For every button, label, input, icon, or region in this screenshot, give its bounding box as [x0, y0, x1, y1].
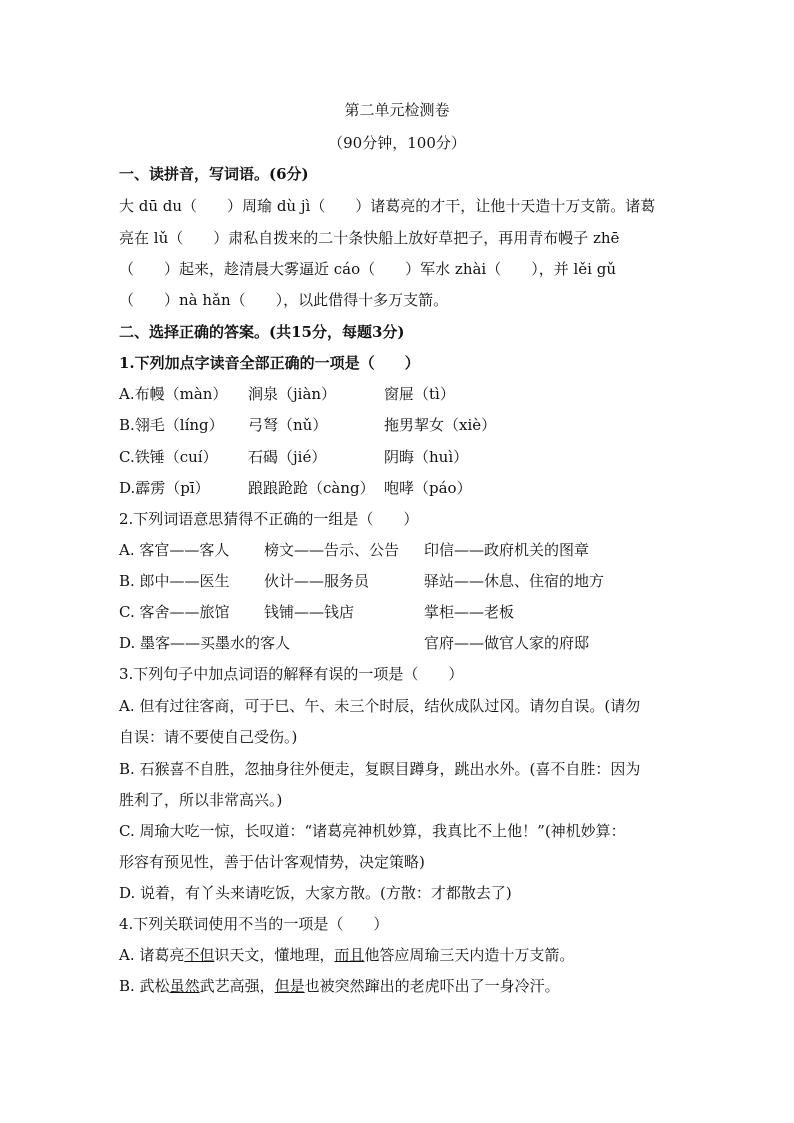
- option-item: C.铁锤（cuí）: [119, 448, 218, 466]
- option-text: A. 诸葛亮: [119, 946, 185, 964]
- option-text: 武艺高强，: [199, 977, 275, 995]
- question-1-stem: 1.下列加点字读音全部正确的一项是（ ）: [119, 354, 420, 372]
- option-text: B. 武松: [119, 977, 170, 995]
- question-4-stem: 4.下列关联词使用不当的一项是（ ）: [119, 915, 389, 933]
- conjunction-underlined: 而且: [334, 946, 365, 964]
- option-item: 官府——做官人家的府邸: [424, 634, 590, 652]
- option-item: 踉踉跄跄（càng）: [248, 479, 375, 497]
- question-3-text-line: D. 说着，有丫头来请吃饭，大家方散。(方散：才都散去了): [119, 884, 512, 902]
- section-1-line: （ ）起来，趁清晨大雾逼近 cáo（ ）军水 zhài（ ），并 lěi gǔ: [119, 260, 616, 278]
- section-1-line: 大 dū du（ ）周瑜 dù jì（ ）诸葛亮的才干，让他十天造十万支箭。诸葛: [119, 197, 656, 215]
- option-text: 也被突然蹿出的老虎吓出了一身冷汗。: [304, 977, 560, 995]
- option-item: 涧泉（jiàn）: [248, 385, 337, 403]
- option-item: 驿站——休息、住宿的地方: [424, 572, 605, 590]
- question-3-text-line: 胜利了，所以非常高兴。): [119, 791, 283, 809]
- question-3-text-line: 自误：请不要使自己受伤。): [119, 728, 298, 746]
- option-item: 印信——政府机关的图章: [424, 541, 590, 559]
- option-item: D.霹雳（pī）: [119, 479, 210, 497]
- option-item: 阴晦（huì）: [384, 448, 469, 466]
- option-item: 弓弩（nǔ）: [248, 416, 328, 434]
- option-text: 他答应周瑜三天内造十万支箭。: [364, 946, 575, 964]
- option-item: A.布幔（màn）: [119, 385, 228, 403]
- option-item: 咆哮（páo）: [384, 479, 472, 497]
- question-3-text-line: B. 石猴喜不自胜，忽抽身往外便走，复瞑目蹲身，跳出水外。(喜不自胜：因为: [119, 760, 641, 778]
- option-item: A. 客官——客人: [119, 541, 230, 559]
- option-item: 窗屉（tì）: [384, 385, 455, 403]
- section-2-heading: 二、选择正确的答案。(共15分，每题3分): [119, 323, 405, 341]
- section-1-line: （ ）nà hǎn（ ），以此借得十多万支箭。: [119, 291, 449, 309]
- question-3-text-line: 形容有预见性，善于估计客观情势，决定策略): [119, 853, 425, 871]
- conjunction-underlined: 不但: [184, 946, 215, 964]
- section-1-line: 亮在 lǔ（ ）肃私自拨来的二十条快船上放好草把子，再用青布幔子 zhē: [119, 229, 620, 247]
- option-item: 伙计——服务员: [264, 572, 370, 590]
- option-item: 钱铺——钱店: [264, 603, 355, 621]
- option-item: D. 墨客——买墨水的客人: [119, 634, 291, 652]
- question-3-stem: 3.下列句子中加点词语的解释有误的一项是（ ）: [119, 665, 464, 683]
- question-4-option-b: [119, 976, 560, 996]
- conjunction-underlined: 但是: [274, 977, 305, 995]
- question-2-stem: 2.下列词语意思猜得不正确的一组是（ ）: [119, 510, 419, 528]
- option-item: C. 客舍——旅馆: [119, 603, 230, 621]
- option-item: B. 郎中——医生: [119, 572, 230, 590]
- page-subtitle: （90分钟，100分）: [328, 134, 466, 152]
- question-3-text-line: A. 但有过往客商，可于巳、午、未三个时辰，结伙成队过冈。请勿自误。(请勿: [119, 697, 641, 715]
- option-item: B.翎毛（líng）: [119, 416, 224, 434]
- option-item: 拖男挈女（xiè）: [384, 416, 497, 434]
- page-title: 第二单元检测卷: [344, 101, 450, 119]
- question-3-text-line: C. 周瑜大吃一惊，长叹道：“诸葛亮神机妙算，我真比不上他！”(神机妙算：: [119, 822, 626, 840]
- section-1-heading: 一、读拼音，写词语。(6分): [119, 165, 309, 183]
- option-item: 榜文——告示、公告: [264, 541, 400, 559]
- conjunction-underlined: 虽然: [169, 977, 200, 995]
- question-4-option-a: [119, 945, 574, 965]
- option-item: 掌柜——老板: [424, 603, 515, 621]
- option-item: 石碣（jié）: [248, 448, 327, 466]
- option-text: 识天文，懂地理，: [214, 946, 335, 964]
